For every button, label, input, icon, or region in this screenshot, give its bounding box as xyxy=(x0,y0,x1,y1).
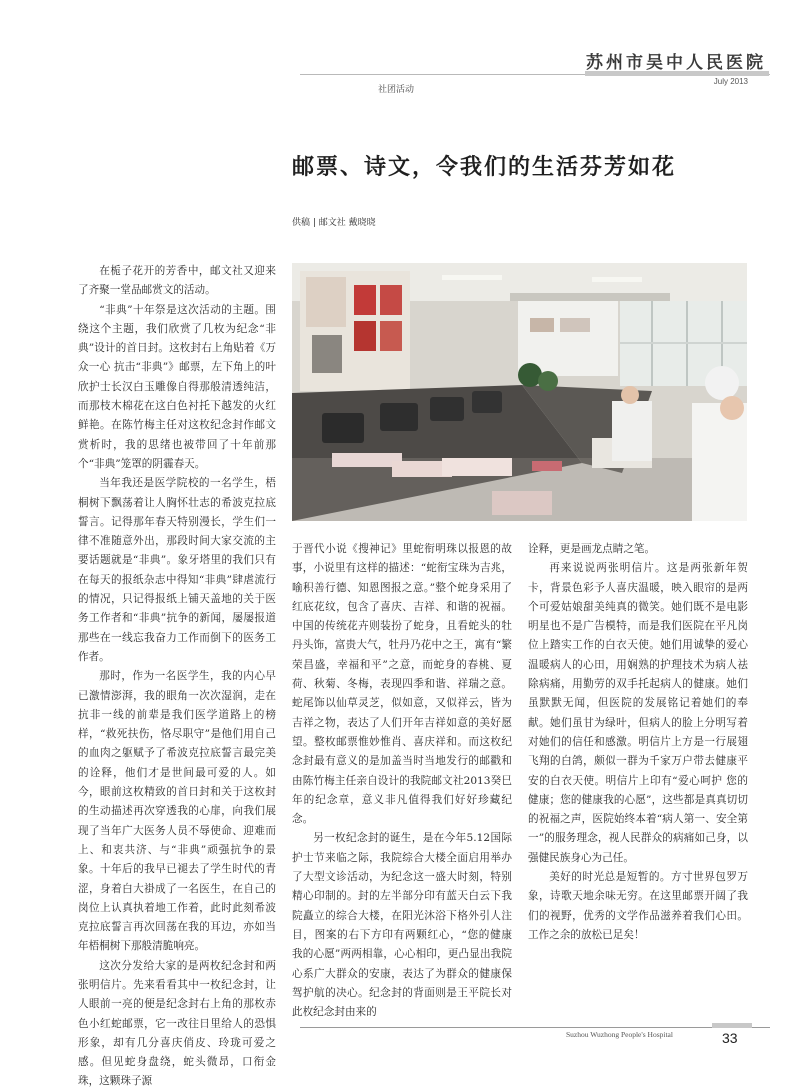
nurse-figure xyxy=(692,403,747,521)
footer-hospital-name: Suzhou Wuzhong People's Hospital xyxy=(566,1030,673,1039)
page-number: 33 xyxy=(722,1030,738,1046)
chair xyxy=(380,403,418,431)
chair xyxy=(322,413,364,443)
paragraph: “非典”十年祭是这次活动的主题。围绕这个主题，我们欣赏了几枚为纪念“非典”设计的首日封。这枚封右上角贴着《万众一心 抗击“非典”》邮票，左下角上的叶欣护士长汉白玉雕像自得那般清透纯洁，而那枝木棉花在这白色衬托下越发的火红鲜艳。在陈竹梅主任对这枚纪念封作邮文赏析时，我的思绪也被带回了十年前那个“非典”笼罩的阴霾春天。 xyxy=(78,303,276,470)
text-column-3 xyxy=(528,540,748,945)
meeting-room-photo xyxy=(292,263,747,521)
paragraph: 再来说说两张明信片。这是两张新年贺卡，背景色彩予人喜庆温暖，映入眼帘的是两个可爱姑娘甜美纯真的微笑。她们既不是电影明星也不是广告模特，而是我们医院在平凡岗位上踏实工作的白衣天使。她们用诚挚的爱心温暖病人的心田，用娴熟的护理技术为病人祛除病痛，用勤劳的双手托起病人的健康。她们虽默默无闻，但医院的发展铭记着她们的奉献。她们虽甘为绿叶，但病人的脸上分明写着对她们的信任和感激。明信片上方是一行展翅飞翔的白鸽，颇似一群为千家万户带去健康平安的白衣天使。明信片上印有“爱心呵护 您的健康；您的健康我的心愿”，这些都是真真切切的祝福之声，医院始终本着“病人第一、安全第一”的服务理念，视人民群众的病痛如己身，以强健民族身心为己任。 xyxy=(528,562,748,864)
chair xyxy=(430,397,464,421)
paragraph: 在栀子花开的芳香中，邮文社又迎来了齐聚一堂品邮赏文的活动。 xyxy=(78,265,276,297)
footer-rule xyxy=(300,1027,770,1028)
text-column-2 xyxy=(292,540,512,1022)
paragraph: 另一枚纪念封的诞生，是在今年5.12国际护士节来临之际，我院综合大楼全面启用举办了大型文诊活动，为纪念这一盛大时刻，特别精心印制的。封的左半部分印有蓝天白云下我院矗立的综合大楼，在阳光沐浴下格外引人注目，图案的右下方印有两颗红心，“您的健康 我的心愿”两两相靠，心心相印，更凸显出我院心系广大群众的安康，表达了为群众的健康保驾护航的决心。纪念封的背面则是王平院长对此枚纪念封由来的 xyxy=(292,832,512,1019)
article-byline: 供稿 | 邮文社 戴晓晓 xyxy=(292,218,376,228)
paragraph: 这次分发给大家的是两枚纪念封和两张明信片。先来看看其中一枚纪念封，让人眼前一亮的便是纪念封右上角的那枚赤色小红蛇邮票，它一改往日里给人的恐惧形象，却有几分喜庆俏皮、玲珑可爱之感。但见蛇身盘绕，蛇头微昂，口衔金珠，这颗珠子源 xyxy=(78,959,276,1088)
article-title: 邮票、诗文，令我们的生活芬芳如花 xyxy=(292,155,677,180)
meeting-photo-illustration xyxy=(292,263,747,521)
stamp-booklets xyxy=(332,453,402,467)
paragraph: 美好的时光总是短暂的。方寸世界包罗万象，诗歌天地余味无穷。在这里邮票开阔了我们的视野，优秀的文学作品滋养着我们心田。工作之余的放松已足矣！ xyxy=(528,871,748,941)
paragraph: 于晋代小说《搜神记》里蛇衔明珠以报恩的故事，小说里有这样的描述：“蛇衔宝珠为吉兆，喻积善行德、知恩图报之意。”整个蛇身采用了红底花纹，包含了喜庆、吉祥、和谐的祝福。中国的传统花卉则装扮了蛇身，且看蛇头的牡丹头饰，富贵大气，牡丹乃花中之王，寓有“繁荣昌盛，幸福和平”之意，而蛇身的春桃、夏荷、秋菊、冬梅，表现四季和谐、祥瑞之意。蛇尾饰以仙草灵芝，似如意，又似祥云，皆为吉祥之物，表达了人们开年吉祥如意的美好愿望。整枚邮票惟妙惟肖、喜庆祥和。而这枚纪念封最有意义的是加盖当时当地发行的邮戳和由陈竹梅主任亲自设计的我院邮文社2013癸巳年的纪念章，意义非凡值得我们好好珍藏纪念。 xyxy=(292,543,512,826)
nurse-cap xyxy=(705,366,739,400)
chair xyxy=(472,391,502,413)
section-label: 社团活动 xyxy=(378,85,415,95)
paragraph: 当年我还是医学院校的一名学生，梧桐树下飘荡着让人胸怀壮志的希波克拉底誓言。记得那年春天特别漫长，学生们一律不准随意外出，那段时间大家交流的主要话题就是“非典”。象牙塔里的我们只有在每天的报纸杂志中得知“非典”肆虐流行的情况，只记得报纸上铺天盖地的关于医务工作者和“非典”抗争的新闻，屡屡报道那些在一线忘我奋力工作而倒下的医务工作者。 xyxy=(78,477,276,663)
paragraph: 诠释，更是画龙点睛之笔。 xyxy=(528,543,656,555)
paragraph: 那时，作为一名医学生，我的内心早已激情澎湃，我的眼角一次次湿润，走在抗非一线的前辈是我们医学道路上的榜样，“救死扶伤，恪尽职守”是他们用自己的血肉之躯赋予了希波克拉底誓言最完美的诠释，他们才是世间最可爱的人。如今，眼前这枚精致的首日封和关于这枚封的生动描述再次穿透我的心扉，向我们展现了当年广大医务人员不辱使命、迎难而上、和衷共济、与“非典”顽强抗争的景象。十年后的我早已褪去了学生时代的青涩，身着白大褂成了一名医生，在自己的岗位上认真执着地工作着，此时此刻希波克拉底誓言再次回荡在我的耳边，亦如当年梧桐树下那般清脆响亮。 xyxy=(78,670,276,953)
text-column-1 xyxy=(78,262,276,1092)
hospital-name: 苏州市吴中人民医院 xyxy=(586,53,766,73)
footer-accent-bar xyxy=(712,1023,752,1028)
issue-date: July 2013 xyxy=(713,77,748,86)
